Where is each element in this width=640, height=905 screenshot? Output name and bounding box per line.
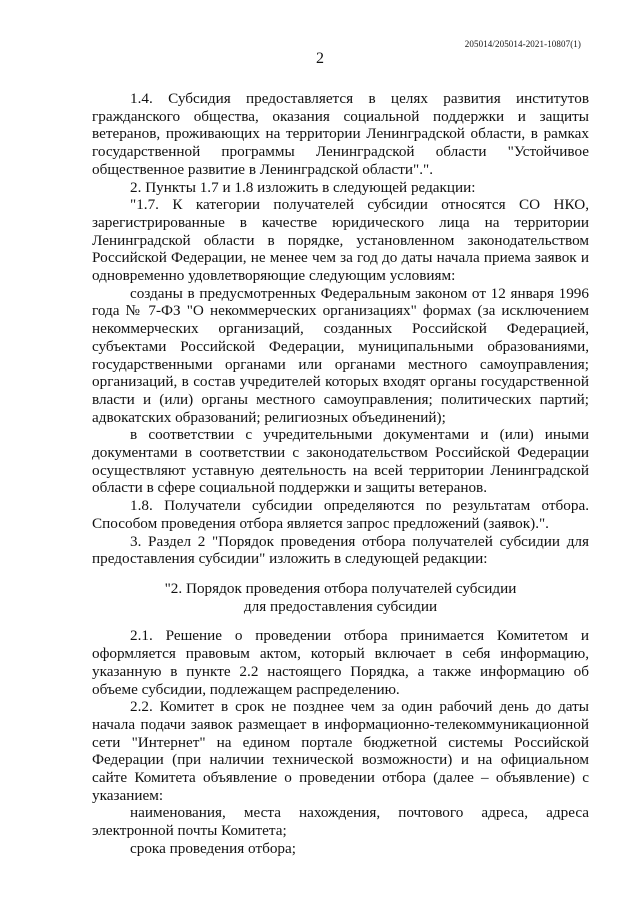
paragraph: 1.4. Субсидия предоставляется в целях развития институтов гражданского общества, оказания социальной поддержки и защиты ветеранов, проживающих на территории Ленинградской области, в рамках государственной программы Ленинградской области "Устойчивое общественное развитие в Ленинградской области".". — [92, 90, 589, 178]
paragraph: 3. Раздел 2 "Порядок проведения отбора получателей субсидии для предоставления субсидии" изложить в следующей редакции: — [92, 532, 589, 568]
paragraph: 2.1. Решение о проведении отбора принимается Комитетом и оформляется правовым актом, который включает в себя информацию, указанную в пункте 2.2 настоящего Порядка, а также информацию об объеме субсидии, подлежащем распределению. — [92, 627, 589, 698]
paragraph: наименования, места нахождения, почтового адреса, адреса электронной почты Комитета; — [92, 804, 589, 840]
section-heading-line: для предоставления субсидии — [243, 597, 438, 615]
section-heading-line: "2. Порядок проведения отбора получателей субсидии — [164, 579, 517, 597]
section-heading — [92, 580, 589, 615]
document-id: 205014/205014-2021-10807(1) — [464, 39, 581, 49]
paragraph: "1.7. К категории получателей субсидии относятся СО НКО, зарегистрированные в качестве юридического лица на территории Ленинградской области в порядке, установленном законодательством Российской Федерации, не менее чем за год до даты начала приема заявок и одновременно удовлетворяющие следующим условиям: — [92, 196, 589, 285]
document-body — [92, 90, 589, 858]
paragraph: 1.8. Получатели субсидии определяются по результатам отбора. Способом проведения отбора является запрос предложений (заявок).". — [92, 497, 589, 532]
paragraph: 2.2. Комитет в срок не позднее чем за один рабочий день до даты начала подачи заявок размещает в информационно-телекоммуникационной сети "Интернет" на едином портале бюджетной системы Российской Федерации (при наличии технической возможности) и на официальном сайте Комитета объявление о проведении отбора (далее – объявление) с указанием: — [92, 698, 589, 804]
paragraph: срока проведения отбора; — [130, 839, 296, 857]
page-number: 2 — [316, 50, 324, 67]
paragraph: созданы в предусмотренных Федеральным законом от 12 января 1996 года № 7-ФЗ "О некоммерческих организациях" формах (за исключением некоммерческих организаций, созданных Российской Федерацией, субъектами Российской Федерации, муниципальными образованиями, государственными органами или органами местного самоуправления; организаций, в состав учредителей которых входят органы государственной власти и (или) органы местного самоуправления; политических партий; адвокатских образований; религиозных объединений); — [92, 284, 589, 426]
paragraph: в соответствии с учредительными документами и (или) иными документами в соответствии с законодательством Российской Федерации осуществляют уставную деятельность на всей территории Ленинградской области в сфере социальной поддержки и защиты ветеранов. — [92, 426, 589, 497]
paragraph: 2. Пункты 1.7 и 1.8 изложить в следующей редакции: — [130, 178, 476, 196]
